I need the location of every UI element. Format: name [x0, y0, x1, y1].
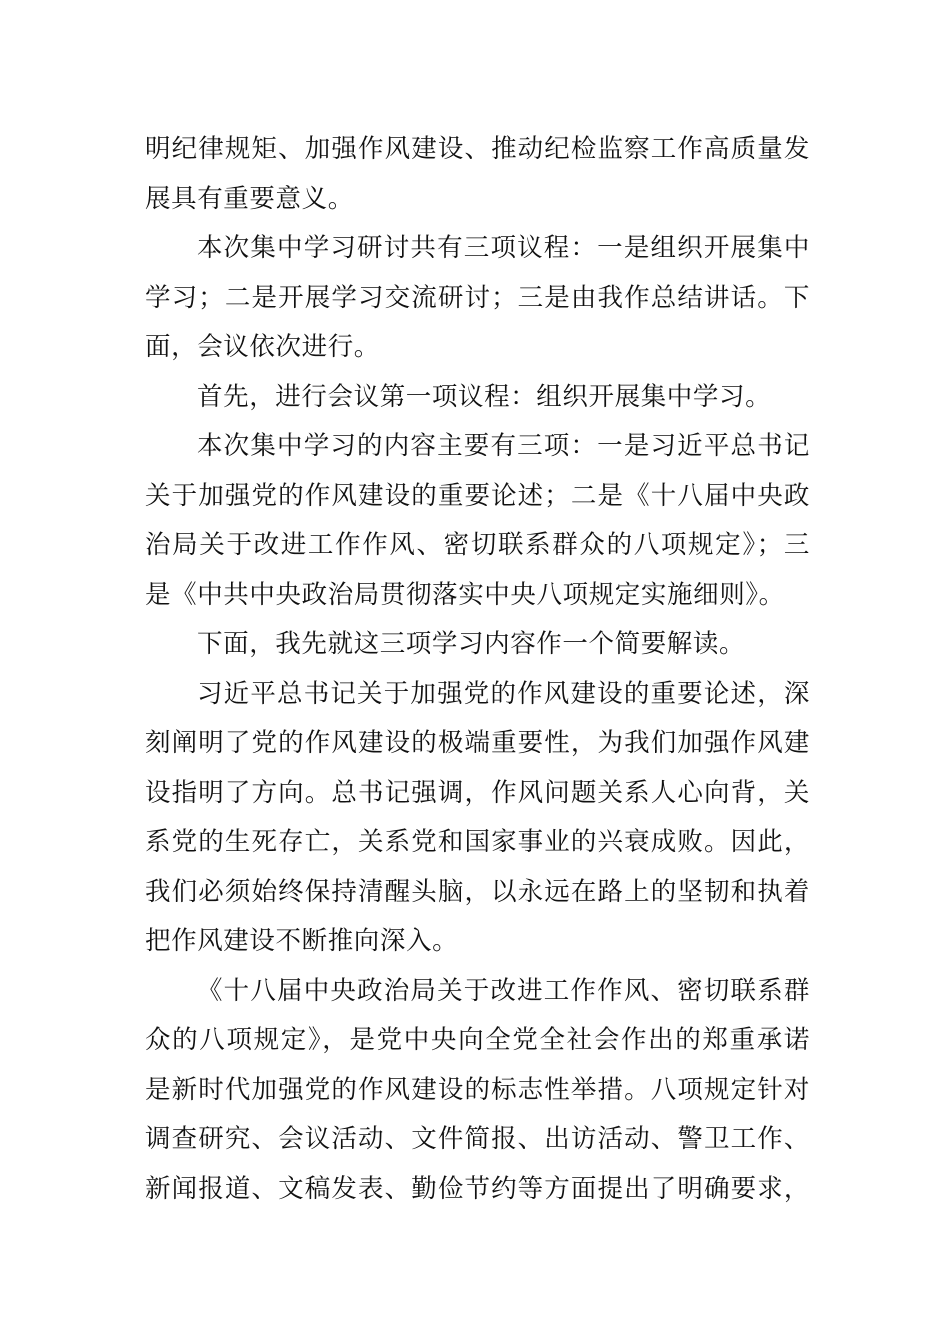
text-line: 设指明了方向。总书记强调，作风问题关系人心向背，关 [145, 777, 810, 808]
text-line: 众的八项规定》，是党中央向全党全社会作出的郑重承诺 [145, 1025, 810, 1055]
text-line: 本次集中学习的内容主要有三项：一是习近平总书记 [197, 431, 810, 461]
document-body [145, 125, 810, 1214]
text-line: 刻阐明了党的作风建设的极端重要性，为我们加强作风建 [145, 728, 810, 758]
text-line: 新闻报道、文稿发表、勤俭节约等方面提出了明确要求， [145, 1173, 810, 1204]
text-line: 展具有重要意义。 [145, 183, 354, 214]
text-line: 本次集中学习研讨共有三项议程：一是组织开展集中 [197, 233, 810, 263]
text-line: 调查研究、会议活动、文件简报、出访活动、警卫工作、 [145, 1124, 810, 1154]
text-line: 《十八届中央政治局关于改进工作作风、密切联系群 [197, 975, 810, 1006]
text-line: 是《中共中央政治局贯彻落实中央八项规定实施细则》。 [145, 579, 785, 610]
text-line: 系党的生死存亡，关系党和国家事业的兴衰成败。因此， [145, 827, 810, 857]
text-line: 习近平总书记关于加强党的作风建设的重要论述，深 [197, 678, 810, 709]
text-line: 面，会议依次进行。 [145, 332, 380, 362]
text-line: 治局关于改进工作作风、密切联系群众的八项规定》；三 [145, 530, 810, 560]
text-line: 首先，进行会议第一项议程：组织开展集中学习。 [197, 381, 772, 412]
text-line: 下面，我先就这三项学习内容作一个简要解读。 [197, 629, 746, 659]
text-line: 关于加强党的作风建设的重要论述；二是《十八届中央政 [145, 480, 810, 511]
text-line: 是新时代加强党的作风建设的标志性举措。八项规定针对 [145, 1074, 810, 1105]
text-line: 我们必须始终保持清醒头脑，以永远在路上的坚韧和执着 [145, 876, 810, 907]
text-line: 学习；二是开展学习交流研讨；三是由我作总结讲话。下 [145, 282, 810, 313]
text-line: 明纪律规矩、加强作风建设、推动纪检监察工作高质量发 [145, 134, 810, 164]
text-line: 把作风建设不断推向深入。 [145, 926, 459, 956]
